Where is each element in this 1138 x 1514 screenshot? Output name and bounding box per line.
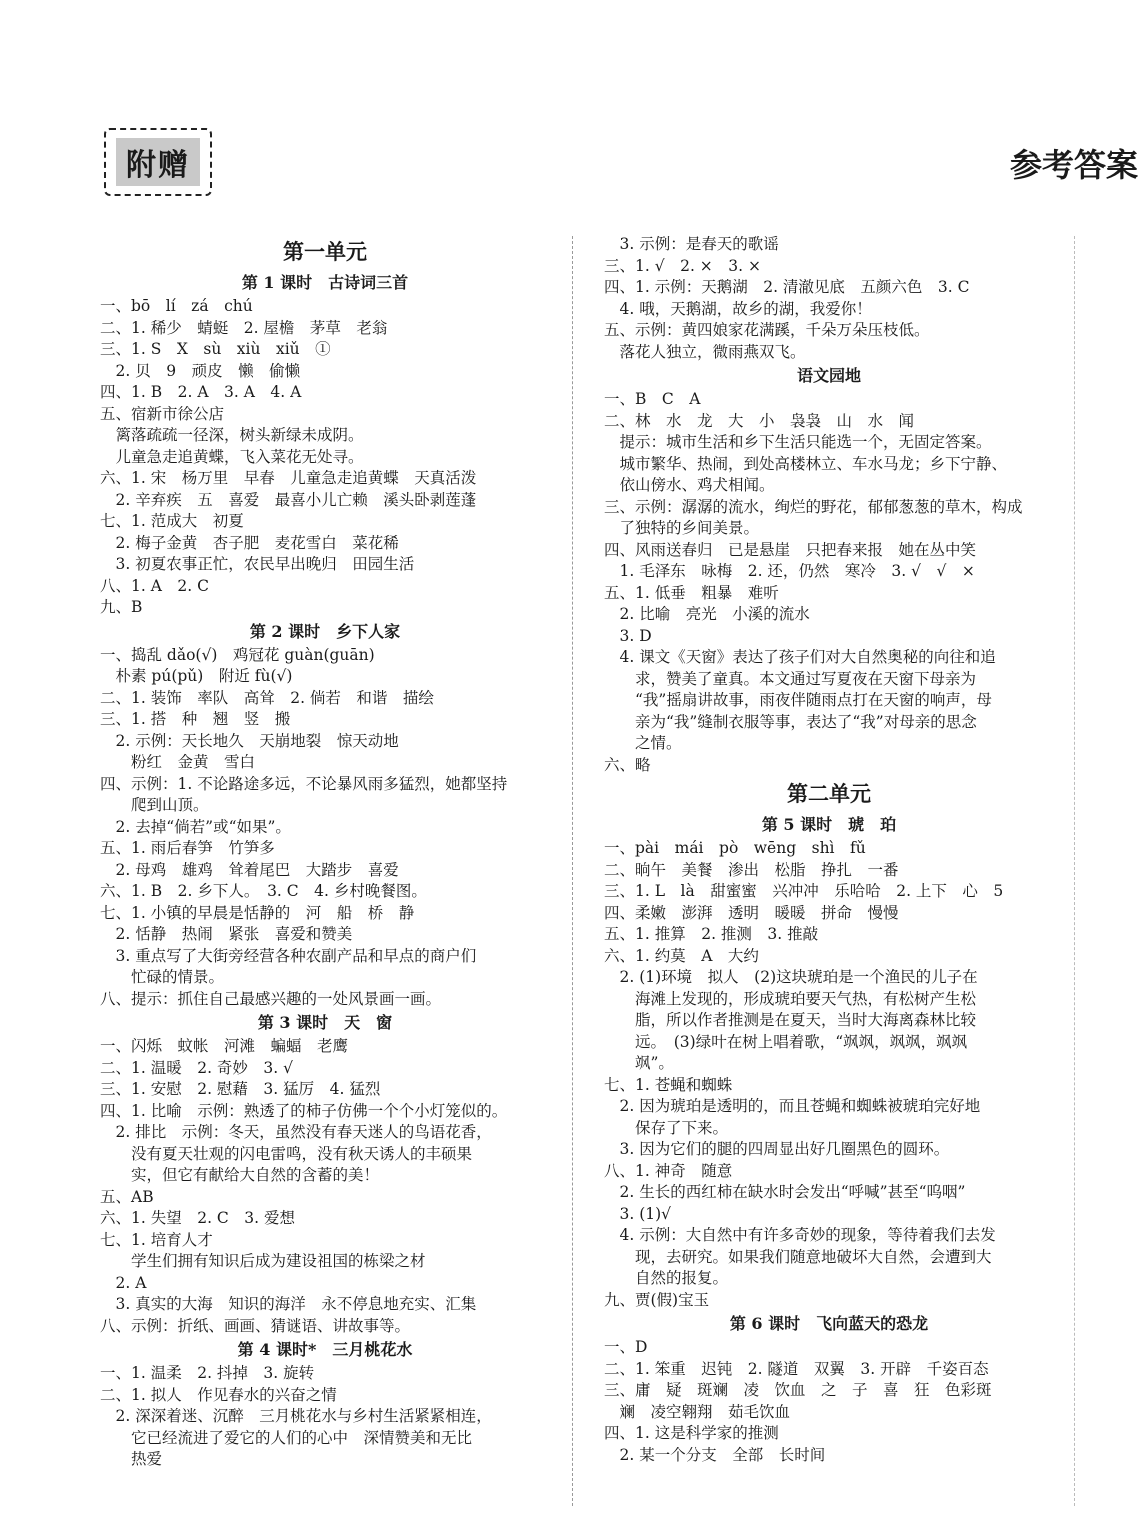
answer-line: “我”摇扇讲故事，雨夜伴随雨点打在天窗的响声，母 [604, 691, 992, 709]
answer-line: 七、1. 培育人才 [100, 1230, 213, 1249]
answer-line: 2. 恬静 热闹 紧张 喜爱和赞美 [100, 925, 353, 943]
answer-line: 3. 重点写了大街旁经营各种农副产品和早点的商户们 [100, 946, 477, 965]
answer-line: 2. 比喻 亮光 小溪的流水 [604, 605, 810, 623]
answer-line: 飒”。 [604, 1054, 674, 1072]
answer-line: 保存了下来。 [604, 1118, 729, 1137]
answer-line: 三、1. 安慰 2. 慰藉 3. 猛厉 4. 猛烈 [100, 1080, 381, 1098]
lesson-heading: 第 3 课时 天 窗 [257, 1013, 393, 1032]
answer-line: 落花人独立，微雨燕双飞。 [604, 342, 806, 361]
unit-heading: 第一单元 [283, 239, 367, 264]
right-column [604, 234, 1054, 1466]
answer-line: 3. 示例：是春天的歌谣 [604, 235, 779, 253]
answer-line: 2. A [100, 1273, 147, 1292]
page-edge-rule [1074, 236, 1075, 1506]
answer-line: 五、AB [100, 1187, 154, 1206]
answer-line: 海滩上发现的，形成琥珀要天气热，有松树产生松 [604, 989, 977, 1008]
lesson-heading: 第 1 课时 古诗词三首 [241, 273, 409, 292]
answer-line: 自然的报复。 [604, 1269, 729, 1287]
answer-line: 三、示例：潺潺的流水，绚烂的野花，郁郁葱葱的草木，构成 [604, 497, 1023, 516]
answer-line: 现，去研究。如果我们随意地破坏大自然，会遭到大 [604, 1247, 992, 1266]
answer-line: 二、1. 笨重 迟钝 2. 隧道 双翼 3. 开辟 千姿百态 [604, 1359, 989, 1378]
lesson-heading: 第 6 课时 飞向蓝天的恐龙 [729, 1314, 929, 1333]
lesson-heading: 第 2 课时 乡下人家 [249, 621, 401, 641]
answer-line: 4. 示例：大自然中有许多奇妙的现象，等待着我们去发 [604, 1226, 996, 1244]
answer-line: 三、庸 疑 斑斓 凌 饮血 之 子 喜 狂 色彩斑 [604, 1381, 992, 1399]
answer-line: 六、1. B 2. 乡下人。 3. C 4. 乡村晚餐图。 [100, 882, 427, 900]
answer-line: 五、示例：黄四娘家花满蹊，千朵万朵压枝低。 [604, 321, 930, 339]
answer-line: 四、柔嫩 澎湃 透明 暖暖 拼命 慢慢 [604, 903, 899, 922]
answer-line: 四、1. 这是科学家的推测 [604, 1424, 779, 1442]
answer-line: 二、林 水 龙 大 小 袅袅 山 水 闻 [604, 411, 915, 430]
lesson-heading: 第 4 课时* 三月桃花水 [237, 1340, 413, 1359]
answer-line: 2. 某一个分支 全部 长时间 [604, 1445, 826, 1464]
answer-line: 七、1. 苍蝇和蜘蛛 [604, 1075, 733, 1094]
answer-line: 二、1. 装饰 率队 高耸 2. 倘若 和谐 描绘 [100, 688, 434, 707]
answer-line: 1. 毛泽东 咏梅 2. 还，仍然 寒冷 3. √ √ × [604, 562, 975, 580]
answer-line: 二、1. 温暖 2. 奇妙 3. √ [100, 1058, 294, 1077]
answer-line: 2. 示例：天长地久 天崩地裂 惊天动地 [100, 731, 399, 750]
answer-line: 二、晌午 美餐 渗出 松脂 挣扎 一番 [604, 860, 899, 879]
answer-line: 朴素 pú(pǔ) 附近 fù(√) [100, 667, 293, 685]
answer-line: 九、贾(假)宝玉 [604, 1290, 710, 1309]
answer-line: 2. 贝 9 顽皮 懒 偷懒 [100, 361, 301, 380]
answer-line: 五、1. 推算 2. 推测 3. 推敲 [604, 925, 819, 943]
unit-heading: 第二单元 [787, 781, 871, 806]
answer-line: 依山傍水、鸡犬相闻。 [604, 476, 775, 494]
answer-line: 学生们拥有知识后成为建设祖国的栋梁之材 [100, 1252, 426, 1270]
answer-line: 四、示例：1. 不论路途多远，不论暴风雨多猛烈，她都坚持 [100, 774, 508, 793]
answer-line: 4. 哦，天鹅湖，故乡的湖，我爱你！ [604, 299, 872, 318]
answer-line: 爬到山顶。 [100, 796, 209, 814]
answer-line: 2. 辛弃疾 五 喜爱 最喜小儿亡赖 溪头卧剥莲蓬 [100, 490, 477, 509]
answer-line: 四、风雨送春归 已是悬崖 只把春来报 她在丛中笑 [604, 540, 977, 559]
answer-line: 三、1. 搭 种 翘 竖 搬 [100, 710, 291, 728]
answer-line: 2. 深深着迷、沉醉 三月桃花水与乡村生活紧紧相连， [100, 1407, 492, 1425]
answer-line: 它已经流进了爱它的人们的心中 深情赞美和无比 [100, 1428, 473, 1447]
answer-line: 二、1. 拟人 作见春水的兴奋之情 [100, 1385, 337, 1404]
answer-line: 粉红 金黄 雪白 [100, 753, 256, 771]
lesson-heading: 语文园地 [796, 366, 861, 385]
answer-line: 了独特的乡间美景。 [604, 519, 760, 537]
answer-line: 一、闪烁 蚊帐 河滩 蝙蝠 老鹰 [100, 1037, 349, 1055]
answer-line: 五、1. 雨后春笋 竹笋多 [100, 839, 275, 857]
answer-line: 亲为“我”缝制衣服等事，表达了“我”对母亲的思念 [604, 712, 977, 731]
answer-line: 2. (1)环境 拟人 (2)这块琥珀是一个渔民的儿子在 [604, 968, 978, 986]
answer-line: 儿童急走追黄蝶，飞入菜花无处寻。 [100, 447, 364, 466]
answer-line: 一、1. 温柔 2. 抖掉 3. 旋转 [100, 1364, 315, 1382]
answer-line: 六、1. 宋 杨万里 早春 儿童急走追黄蝶 天真活泼 [100, 469, 477, 487]
answer-line: 篱落疏疏一径深，树头新绿未成阴。 [100, 426, 364, 444]
answer-line: 2. 因为琥珀是透明的，而且苍蝇和蜘蛛被琥珀完好地 [604, 1097, 981, 1115]
answer-line: 九、B [100, 598, 143, 616]
answer-line: 脂，所以作者推测是在夏天，当时大海离森林比较 [604, 1011, 977, 1029]
answer-line: 3. (1)√ [604, 1204, 672, 1223]
answer-line: 2. 排比 示例：冬天，虽然没有春天迷人的鸟语花香， [100, 1123, 492, 1141]
answer-line: 没有夏天壮观的闪电雷鸣，没有秋天诱人的丰硕果 [100, 1144, 473, 1163]
answer-line: 3. 因为它们的腿的四周显出好几圈黑色的圆环。 [604, 1140, 950, 1158]
answer-line: 城市繁华、热闹，到处高楼林立、车水马龙；乡下宁静、 [604, 454, 1008, 473]
answer-line: 提示：城市生活和乡下生活只能选一个，无固定答案。 [604, 433, 992, 451]
answer-line: 3. D [604, 626, 652, 645]
answer-line: 4. 课文《天窗》表达了孩子们对大自然奥秘的向往和追 [604, 648, 996, 666]
answer-line: 八、提示：抓住自己最感兴趣的一处风景画一画。 [100, 989, 442, 1008]
answer-line: 三、1. L là 甜蜜蜜 兴冲冲 乐哈哈 2. 上下 心 5 [604, 882, 1004, 900]
answer-line: 八、示例：折纸、画画、猜谜语、讲故事等。 [100, 1316, 411, 1335]
answer-line: 六、1. 约莫 A 大约 [604, 946, 759, 965]
answer-line: 四、1. 示例：天鹅湖 2. 清澈见底 五颜六色 3. C [604, 278, 970, 296]
answer-line: 斓 凌空翱翔 茹毛饮血 [604, 1402, 791, 1421]
answer-line: 四、1. B 2. A 3. A 4. A [100, 383, 302, 401]
answer-key-title: 参考答案 [1010, 146, 1138, 184]
answer-line: 之情。 [604, 734, 682, 752]
answer-line: 3. 真实的大海 知识的海洋 永不停息地充实、汇集 [100, 1295, 477, 1313]
answer-line: 2. 去掉“倘若”或“如果”。 [100, 817, 291, 836]
answer-line: 四、1. 比喻 示例：熟透了的柿子仿佛一个个小灯笼似的。 [100, 1101, 508, 1120]
answer-line: 实，但它有献给大自然的含蓄的美！ [100, 1166, 380, 1184]
answer-line: 一、B C A [604, 390, 701, 408]
answer-line: 五、1. 低垂 粗暴 难听 [604, 583, 779, 602]
answer-line: 六、1. 失望 2. C 3. 爱想 [100, 1209, 296, 1227]
answer-line: 三、1. S X sù xiù xiǔ ① [100, 340, 331, 358]
answer-line: 八、1. 神奇 随意 [604, 1161, 733, 1180]
answer-line: 六、略 [604, 755, 651, 774]
answer-line: 二、1. 稀少 蜻蜓 2. 屋檐 茅草 老翁 [100, 318, 388, 337]
answer-line: 2. 梅子金黄 杏子肥 麦花雪白 菜花稀 [100, 533, 399, 552]
answer-line: 一、捣乱 dǎo(√) 鸡冠花 guàn(guān) [100, 645, 375, 664]
answer-line: 八、1. A 2. C [100, 576, 209, 595]
answer-line: 热爱 [100, 1450, 163, 1468]
column-divider [572, 236, 573, 1506]
answer-line: 一、bō lí zá chú [100, 297, 253, 315]
answer-line: 一、pài mái pò wēng shì fǔ [604, 839, 866, 857]
answer-line: 七、1. 范成大 初夏 [100, 512, 244, 530]
answer-line: 3. 初夏农事正忙，农民早出晚归 田园生活 [100, 555, 415, 573]
answer-line: 求，赞美了童真。本文通过写夏夜在天窗下母亲为 [604, 669, 977, 688]
answer-line: 一、D [604, 1338, 648, 1356]
badge-text: 附赠 [116, 138, 200, 186]
answer-line: 2. 母鸡 雄鸡 耸着尾巴 大踏步 喜爱 [100, 860, 399, 879]
left-column [100, 234, 550, 1471]
answer-line: 远。 (3)绿叶在树上唱着歌，“飒飒，飒飒，飒飒 [604, 1032, 968, 1051]
lesson-heading: 第 5 课时 琥 珀 [761, 815, 897, 834]
answer-line: 三、1. √ 2. × 3. × [604, 256, 761, 275]
answer-line: 七、1. 小镇的早晨是恬静的 河 船 桥 静 [100, 903, 415, 922]
supplement-badge [104, 128, 212, 196]
answer-line: 五、宿新市徐公店 [100, 404, 225, 423]
answer-line: 忙碌的情景。 [100, 968, 225, 986]
answer-line: 2. 生长的西红柿在缺水时会发出“呼喊”甚至“呜咽” [604, 1183, 966, 1201]
